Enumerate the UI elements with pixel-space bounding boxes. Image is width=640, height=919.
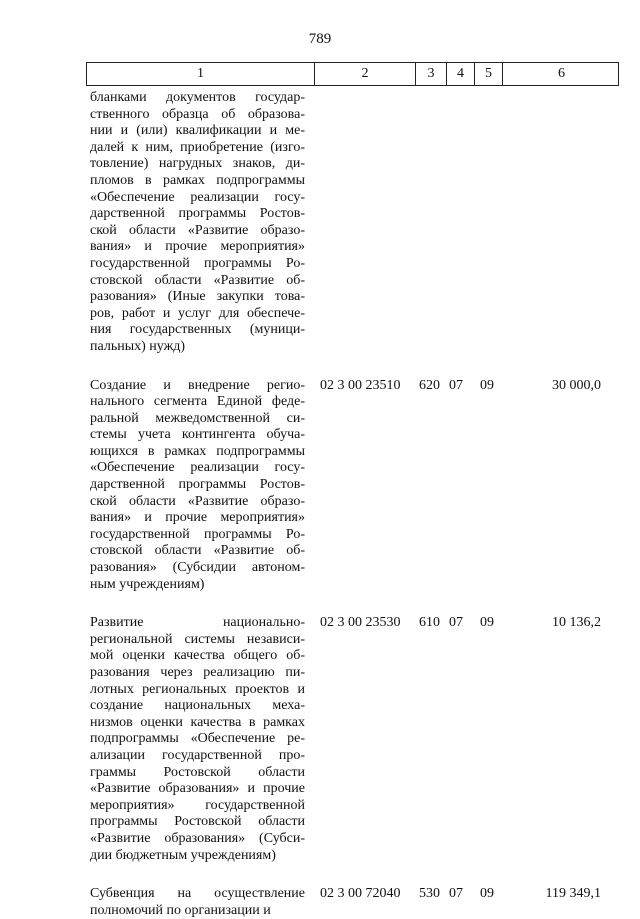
header-col-1: 1: [197, 66, 204, 81]
description-line: ным учреждениям): [90, 576, 205, 592]
page-number: 789: [308, 31, 332, 47]
expense-type-code: 530: [419, 886, 440, 902]
subsection-code: [473, 90, 501, 356]
description-line: программы Ростовской области: [90, 814, 305, 830]
amount: [501, 90, 619, 356]
amount: 30 000,0: [552, 377, 601, 393]
header-col-3: 3: [415, 63, 446, 85]
table-row: [86, 615, 619, 864]
expense-type-code: 610: [419, 615, 440, 631]
description-line: полномочий по организации и: [90, 902, 271, 918]
section-code: 07: [449, 377, 463, 393]
description-line: дарственной программы Ростов-: [90, 206, 305, 222]
description-line: «Обеспечение реализации госу-: [90, 189, 305, 205]
amount: 10 136,2: [552, 615, 601, 631]
description-line: мой оценки качества общего об-: [90, 648, 305, 664]
description-line: ющихся в рамках подпрограммы: [90, 443, 305, 459]
description-line: ральной межведомственной си-: [90, 410, 305, 426]
description-line: низмов оценки качества в рамках: [90, 714, 305, 730]
header-col-5: 5: [474, 63, 502, 85]
description-line: пальных) нужд): [90, 338, 186, 354]
description-line: Субвенция на осуществление: [90, 886, 305, 902]
section-code: [445, 90, 473, 356]
description-line: вания» и прочие мероприятия»: [90, 510, 305, 526]
row-description: [86, 378, 313, 594]
table-body: [86, 90, 619, 919]
description-line: граммы Ростовской области: [90, 764, 305, 780]
description-line: подпрограммы «Обеспечение ре-: [90, 731, 305, 747]
description-line: ализации государственной про-: [90, 747, 305, 763]
expense-type-code: [414, 90, 445, 356]
description-line: ров, работ и услуг для обеспече-: [90, 305, 305, 321]
description-line: лотных региональных проектов и: [90, 681, 305, 697]
budget-table: [86, 62, 619, 919]
description-line: нального сегмента Единой феде-: [90, 394, 305, 410]
header-col-2: 2: [314, 63, 415, 85]
description-line: разования через реализацию пи-: [90, 665, 305, 680]
description-line: пломов в рамках подпрограммы: [90, 172, 305, 188]
description-line: разования» (Субсидии автоном-: [90, 560, 305, 576]
description-line: нии и (или) квалификации и ме-: [90, 123, 305, 139]
description-line: стемы учета контингента обуча-: [90, 427, 305, 443]
header-col-6: 6: [502, 63, 620, 85]
target-article-code: 02 3 00 72040: [320, 886, 401, 902]
header-col-4: 4: [446, 63, 474, 85]
target-article-code: [313, 90, 414, 356]
description-line: ния государственных (муници-: [90, 322, 305, 338]
description-line: Создание и внедрение регио-: [90, 377, 305, 393]
description-line: вания» и прочие мероприятия»: [90, 239, 305, 255]
table-row: [86, 886, 619, 919]
description-line: «Развитие образования» (Субси-: [90, 830, 305, 846]
row-description: [86, 615, 313, 864]
description-line: далей к ним, приобретение (изго-: [90, 139, 305, 155]
description-line: государственной программы Ро-: [90, 526, 305, 542]
description-line: ственного образца об образова-: [90, 106, 305, 122]
description-line: мероприятия» государственной: [90, 797, 305, 813]
target-article-code: 02 3 00 23530: [320, 615, 401, 631]
amount: 119 349,1: [545, 886, 601, 902]
description-line: регионaльной системы независи-: [90, 631, 305, 647]
description-line: стовской области «Развитие об-: [90, 543, 305, 559]
expense-type-code: 620: [419, 377, 440, 393]
description-line: товление) нагрудных знаков, ди-: [90, 156, 305, 172]
row-description: [86, 886, 313, 919]
description-line: бланками документов государ-: [90, 90, 305, 105]
section-code: 07: [449, 886, 463, 902]
table-header: [86, 62, 619, 86]
subsection-code: 09: [480, 377, 494, 393]
description-line: дии бюджетным учреждениям): [90, 847, 276, 863]
description-line: «Обеспечение реализации госу-: [90, 460, 305, 476]
description-line: ской области «Развитие образо-: [90, 222, 305, 238]
description-line: Развитие национально-: [90, 615, 305, 631]
row-description: [86, 90, 313, 356]
section-code: 07: [449, 615, 463, 631]
description-line: дарственной программы Ростов-: [90, 477, 305, 493]
table-row: [86, 378, 619, 594]
description-line: стовской области «Развитие об-: [90, 272, 305, 288]
description-line: ской области «Развитие образо-: [90, 493, 305, 509]
table-row: [86, 90, 619, 356]
description-line: «Развитие образования» и прочие: [90, 781, 305, 797]
subsection-code: 09: [480, 615, 494, 631]
target-article-code: 02 3 00 23510: [320, 377, 401, 393]
description-line: государственной программы Ро-: [90, 255, 305, 271]
description-line: создание национальных меха-: [90, 698, 305, 714]
description-line: разования» (Иные закупки това-: [90, 289, 305, 305]
subsection-code: 09: [480, 886, 494, 902]
